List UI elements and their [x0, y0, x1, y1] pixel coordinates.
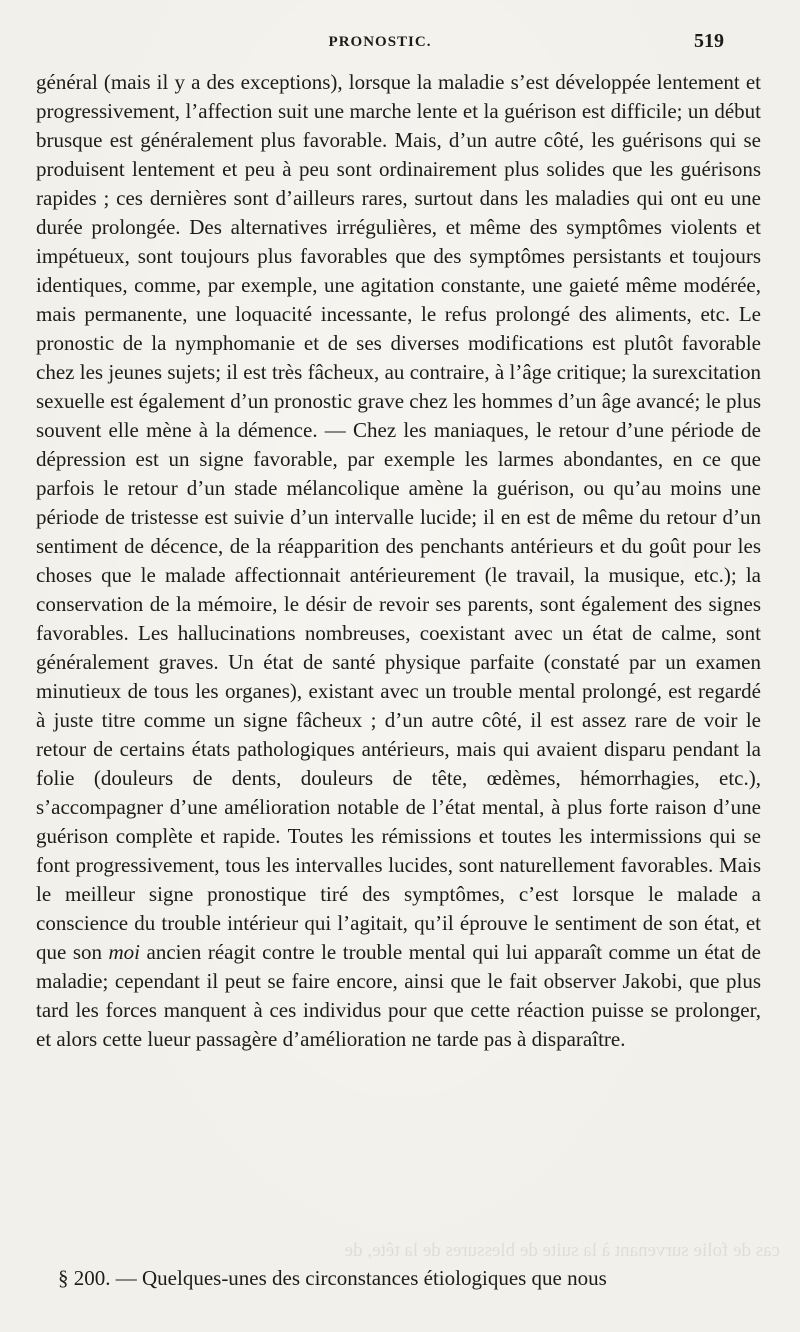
bleed-through-text: cas de folie survenant à la suite de blessures de la tête, de	[344, 1240, 780, 1261]
body-paragraph	[36, 68, 761, 1054]
page-header	[36, 30, 724, 60]
body-text-part-2: ancien réagit contre le trouble mental qui lui apparaît comme un état de maladie; cependant il peut se faire encore, ainsi que le fait observer Jakobi, que plus tard les forces manquent à ces individus pour que cette réaction puisse se prolonger, et alors cette lueur passagère d’amélioration ne tarde pas à disparaître.	[36, 940, 761, 1051]
emphasized-word: moi	[108, 940, 141, 964]
running-head: PRONOSTIC.	[328, 34, 432, 50]
section-start-paragraph: § 200. — Quelques-unes des circonstances étiologiques que nous	[58, 1266, 607, 1290]
page-number: 519	[694, 30, 724, 52]
body-text-part-1: général (mais il y a des exceptions), lorsque la maladie s’est développée lentement et progressivement, l’affection suit une marche lente et la guérison est difficile; un début brusque est généralement plus favorable. Mais, d’un autre côté, les guérisons qui se produisent lentement et peu à peu sont ordinairement plus solides que les guérisons rapides ; ces dernières sont d’ailleurs rares, surtout dans les maladies qui ont eu une durée prolongée. Des alternatives irrégulières, et même des symptômes violents et impétueux, sont toujours plus favorables que des symptômes persistants et toujours identiques, comme, par exemple, une agitation constante, une gaieté même modérée, mais permanente, une loquacité incessante, le refus prolongé des aliments, etc. Le pronostic de la nymphomanie et de ses diverses modifications est plutôt favorable chez les jeunes sujets; il est très fâcheux, au contraire, à l’âge critique; la surexcitation sexuelle est également d’un pronostic grave chez les hommes d’un âge avancé; le plus souvent elle mène à la démence. — Chez les maniaques, le retour d’une période de dépression est un signe favorable, par exemple les larmes abondantes, en ce que parfois le retour d’un stade mélancolique amène la guérison, ou qu’au moins une période de tristesse est suivie d’un intervalle lucide; il en est de même du retour d’un sentiment de décence, de la réapparition des penchants antérieurs et du goût pour les choses que le malade affectionnait antérieurement (le travail, la musique, etc.); la conservation de la mémoire, le désir de revoir ses parents, sont également des signes favorables. Les hallucinations nombreuses, coexistant avec un état de calme, sont généralement graves. Un état de santé physique parfaite (constaté par un examen minutieux de tous les organes), existant avec un trouble mental prolongé, est regardé à juste titre comme un signe fâcheux ; d’un autre côté, il est assez rare de voir le retour de certains états pathologiques antérieurs, mais qui avaient disparu pendant la folie (douleurs de dents, douleurs de tête, œdèmes, hémorrhagies, etc.), s’accompagner d’une amélioration notable de l’état mental, à plus forte raison d’une guérison complète et rapide. Toutes les rémissions et toutes les intermissions qui se font progressivement, tous les intervalles lucides, sont naturellement favorables. Mais le meilleur signe pronostique tiré des symptômes, c’est lorsque le malade a conscience du trouble intérieur qui l’agitait, qu’il éprouve le sentiment de son état, et que son	[36, 70, 761, 964]
